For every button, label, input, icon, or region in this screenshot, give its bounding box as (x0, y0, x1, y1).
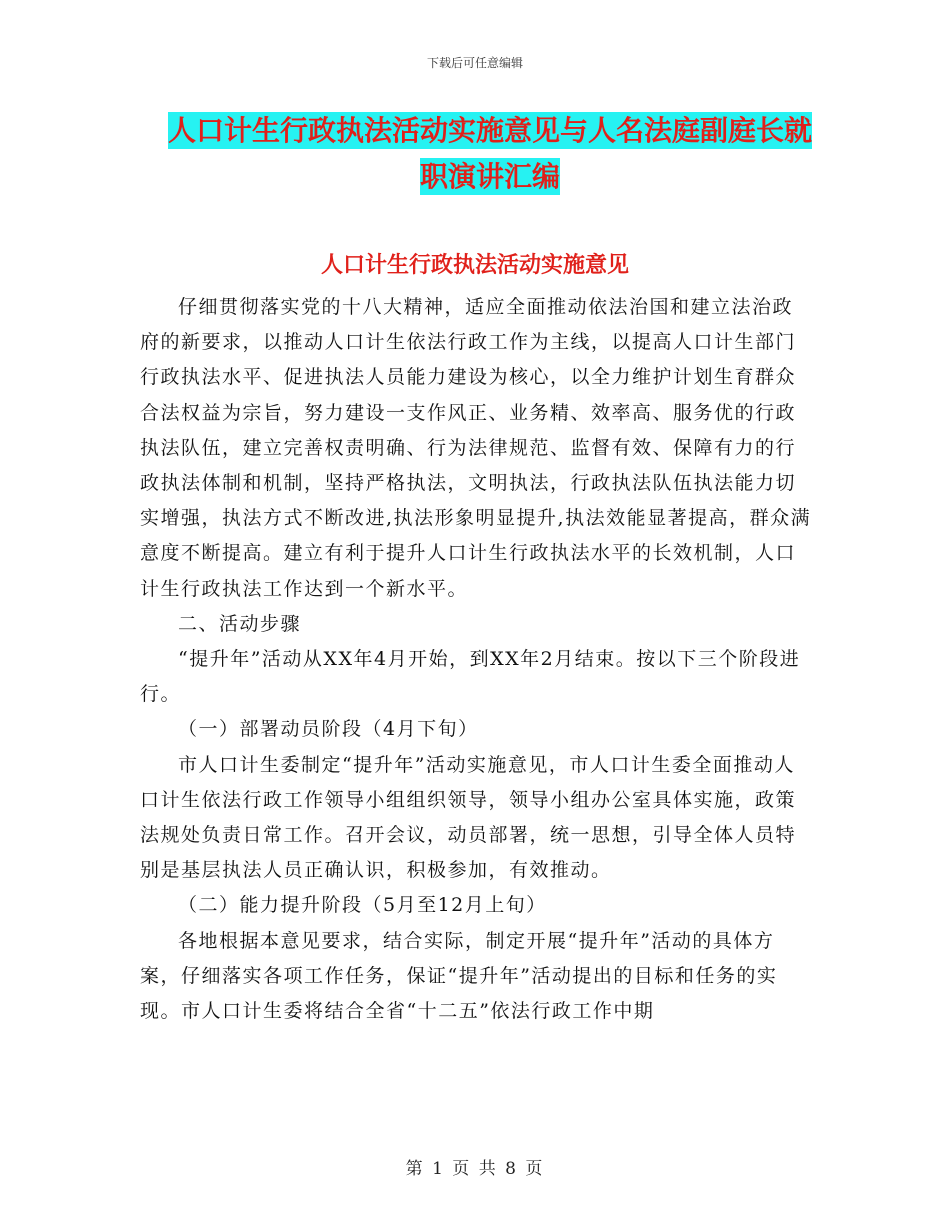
heading-stage-two: （二）能力提升阶段（5月至12月上旬） (178, 894, 547, 917)
paragraph-stage-one: 市人口计生委制定“提升年”活动实施意见，市人口计生委全面推动人口计生依法行政工作领导小组组织领导，领导小组办公室具体实施，政策法规处负责日常工作。召开会议，动员部署，统一思想，引导全体人员特别是基层执法人员正确认识，积极参加，有效推动。 (140, 753, 797, 882)
header-note: 下载后可任意编辑 (426, 56, 523, 70)
page-indicator: 第 1 页 共 8 页 (405, 1159, 545, 1179)
heading-activity-steps: 二、活动步骤 (178, 612, 302, 635)
document-title (160, 108, 820, 200)
heading-stage-one: （一）部署动员阶段（4月下旬） (178, 718, 479, 741)
paragraph-intro: 仔细贯彻落实党的十八大精神，适应全面推动依法治国和建立法治政府的新要求，以推动人口计生依法行政工作为主线，以提高人口计生部门行政执法水平、促进执法人员能力建设为核心，以全力维护计划生育群众合法权益为宗旨，努力建设一支作风正、业务精、效率高、服务优的行政执法队伍，建立完善权责明确、行为法律规范、监督有效、保障有力的行政执法体制和机制，坚持严格执法，文明执法，行政执法队伍执法能力切实增强，执法方式不断改进,执法形象明显提升,执法效能显著提高，群众满意度不断提高。建立有利于提升人口计生行政执法水平的长效机制，人口计生行政执法工作达到一个新水平。 (140, 296, 812, 600)
document-title-line2: 职演讲汇编 (419, 160, 560, 193)
section-title: 人口计生行政执法活动实施意见 (320, 253, 629, 278)
document-body (140, 290, 812, 1029)
paragraph-timeline: “提升年”活动从XX年4月开始，到XX年2月结束。按以下三个阶段进行。 (140, 648, 801, 706)
document-title-line1: 人口计生行政执法活动实施意见与人名法庭副庭长就 (167, 114, 812, 147)
paragraph-stage-two: 各地根据本意见要求，结合实际，制定开展“提升年”活动的具体方案，仔细落实各项工作任务，保证“提升年”活动提出的目标和任务的实现。市人口计生委将结合全省“十二五”依法行政工作中期 (140, 929, 778, 1023)
